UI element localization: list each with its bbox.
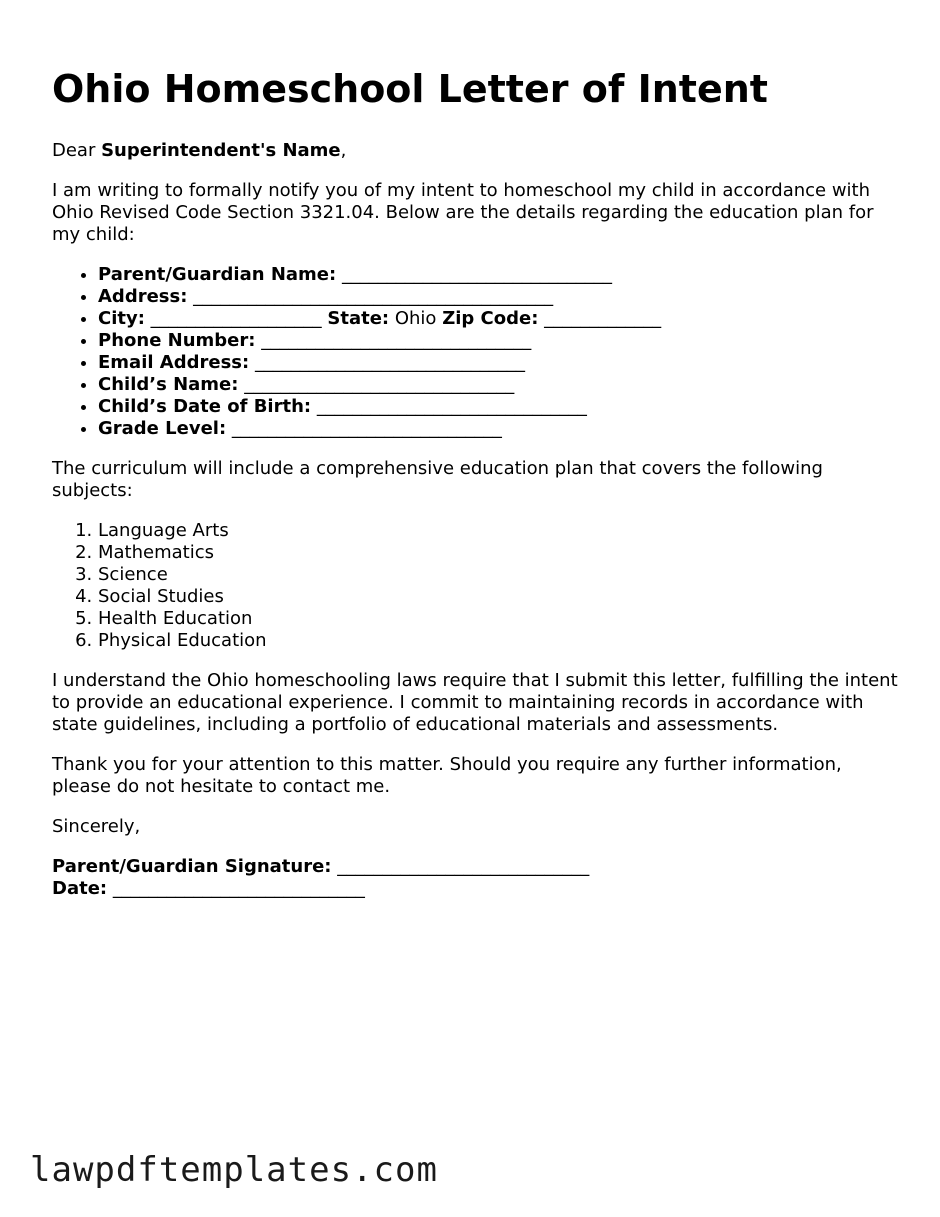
field-label: Zip Code: bbox=[442, 308, 539, 329]
signature-label: Parent/Guardian Signature: bbox=[52, 856, 332, 877]
footer-watermark: lawpdftemplates.com bbox=[30, 1150, 438, 1190]
field-phone bbox=[98, 330, 902, 352]
greeting bbox=[52, 140, 902, 162]
list-item: 5. Health Education bbox=[98, 608, 902, 630]
list-item: 1. Language Arts bbox=[98, 520, 902, 542]
field-blank: ______________________________ bbox=[261, 330, 532, 351]
field-email bbox=[98, 352, 902, 374]
date-blank: ____________________________ bbox=[112, 878, 365, 899]
field-grade-level bbox=[98, 418, 902, 440]
field-blank: _____________ bbox=[544, 308, 662, 329]
greeting-suffix: , bbox=[340, 140, 347, 161]
field-blank: ________________________________________ bbox=[193, 286, 554, 307]
page-title: Ohio Homeschool Letter of Intent bbox=[52, 67, 768, 111]
signature-block bbox=[52, 856, 902, 900]
field-blank: ______________________________ bbox=[244, 374, 515, 395]
field-address bbox=[98, 286, 902, 308]
state-value: Ohio bbox=[394, 308, 437, 329]
field-blank: ______________________________ bbox=[231, 418, 502, 439]
field-blank: ______________________________ bbox=[254, 352, 525, 373]
subject-list bbox=[52, 520, 902, 652]
date-label: Date: bbox=[52, 878, 108, 899]
laws-paragraph: I understand the Ohio homeschooling laws require that I submit this letter, fulfilling the intent to provide an educational experience. I commit to maintaining records in accordance with state guidelines, including a portfolio of educational materials and assessments. bbox=[52, 670, 898, 735]
field-label: Child’s Date of Birth: bbox=[98, 396, 312, 417]
field-child-name bbox=[98, 374, 902, 396]
field-blank: ______________________________ bbox=[341, 264, 612, 285]
field-label: State: bbox=[327, 308, 390, 329]
list-item: 3. Science bbox=[98, 564, 902, 586]
field-blank: ___________________ bbox=[150, 308, 322, 329]
list-item: 2. Mathematics bbox=[98, 542, 902, 564]
greeting-prefix: Dear bbox=[52, 140, 102, 161]
field-child-dob bbox=[98, 396, 902, 418]
list-item: 4. Social Studies bbox=[98, 586, 902, 608]
signature-line bbox=[52, 856, 902, 878]
list-item: 6. Physical Education bbox=[98, 630, 902, 652]
field-label: City: bbox=[98, 308, 145, 329]
date-line bbox=[52, 878, 902, 900]
field-blank: ______________________________ bbox=[316, 396, 587, 417]
intro-paragraph: I am writing to formally notify you of my intent to homeschool my child in accordance with Ohio Revised Code Section 3321.04. Below are the details regarding the education plan for my child: bbox=[52, 180, 874, 245]
field-label: Parent/Guardian Name: bbox=[98, 264, 337, 285]
info-field-list bbox=[52, 264, 902, 440]
letter-page bbox=[52, 66, 902, 918]
signature-blank: ____________________________ bbox=[337, 856, 590, 877]
field-label: Address: bbox=[98, 286, 188, 307]
closing: Sincerely, bbox=[52, 816, 141, 837]
field-label: Grade Level: bbox=[98, 418, 227, 439]
field-parent-name bbox=[98, 264, 902, 286]
field-label: Email Address: bbox=[98, 352, 250, 373]
thanks-paragraph: Thank you for your attention to this matter. Should you require any further information, please do not hesitate to contact me. bbox=[52, 754, 842, 797]
field-city-state-zip bbox=[98, 308, 902, 330]
curriculum-intro: The curriculum will include a comprehensive education plan that covers the following subjects: bbox=[52, 458, 823, 501]
superintendent-name: Superintendent's Name bbox=[101, 140, 341, 161]
field-label: Phone Number: bbox=[98, 330, 256, 351]
field-label: Child’s Name: bbox=[98, 374, 239, 395]
